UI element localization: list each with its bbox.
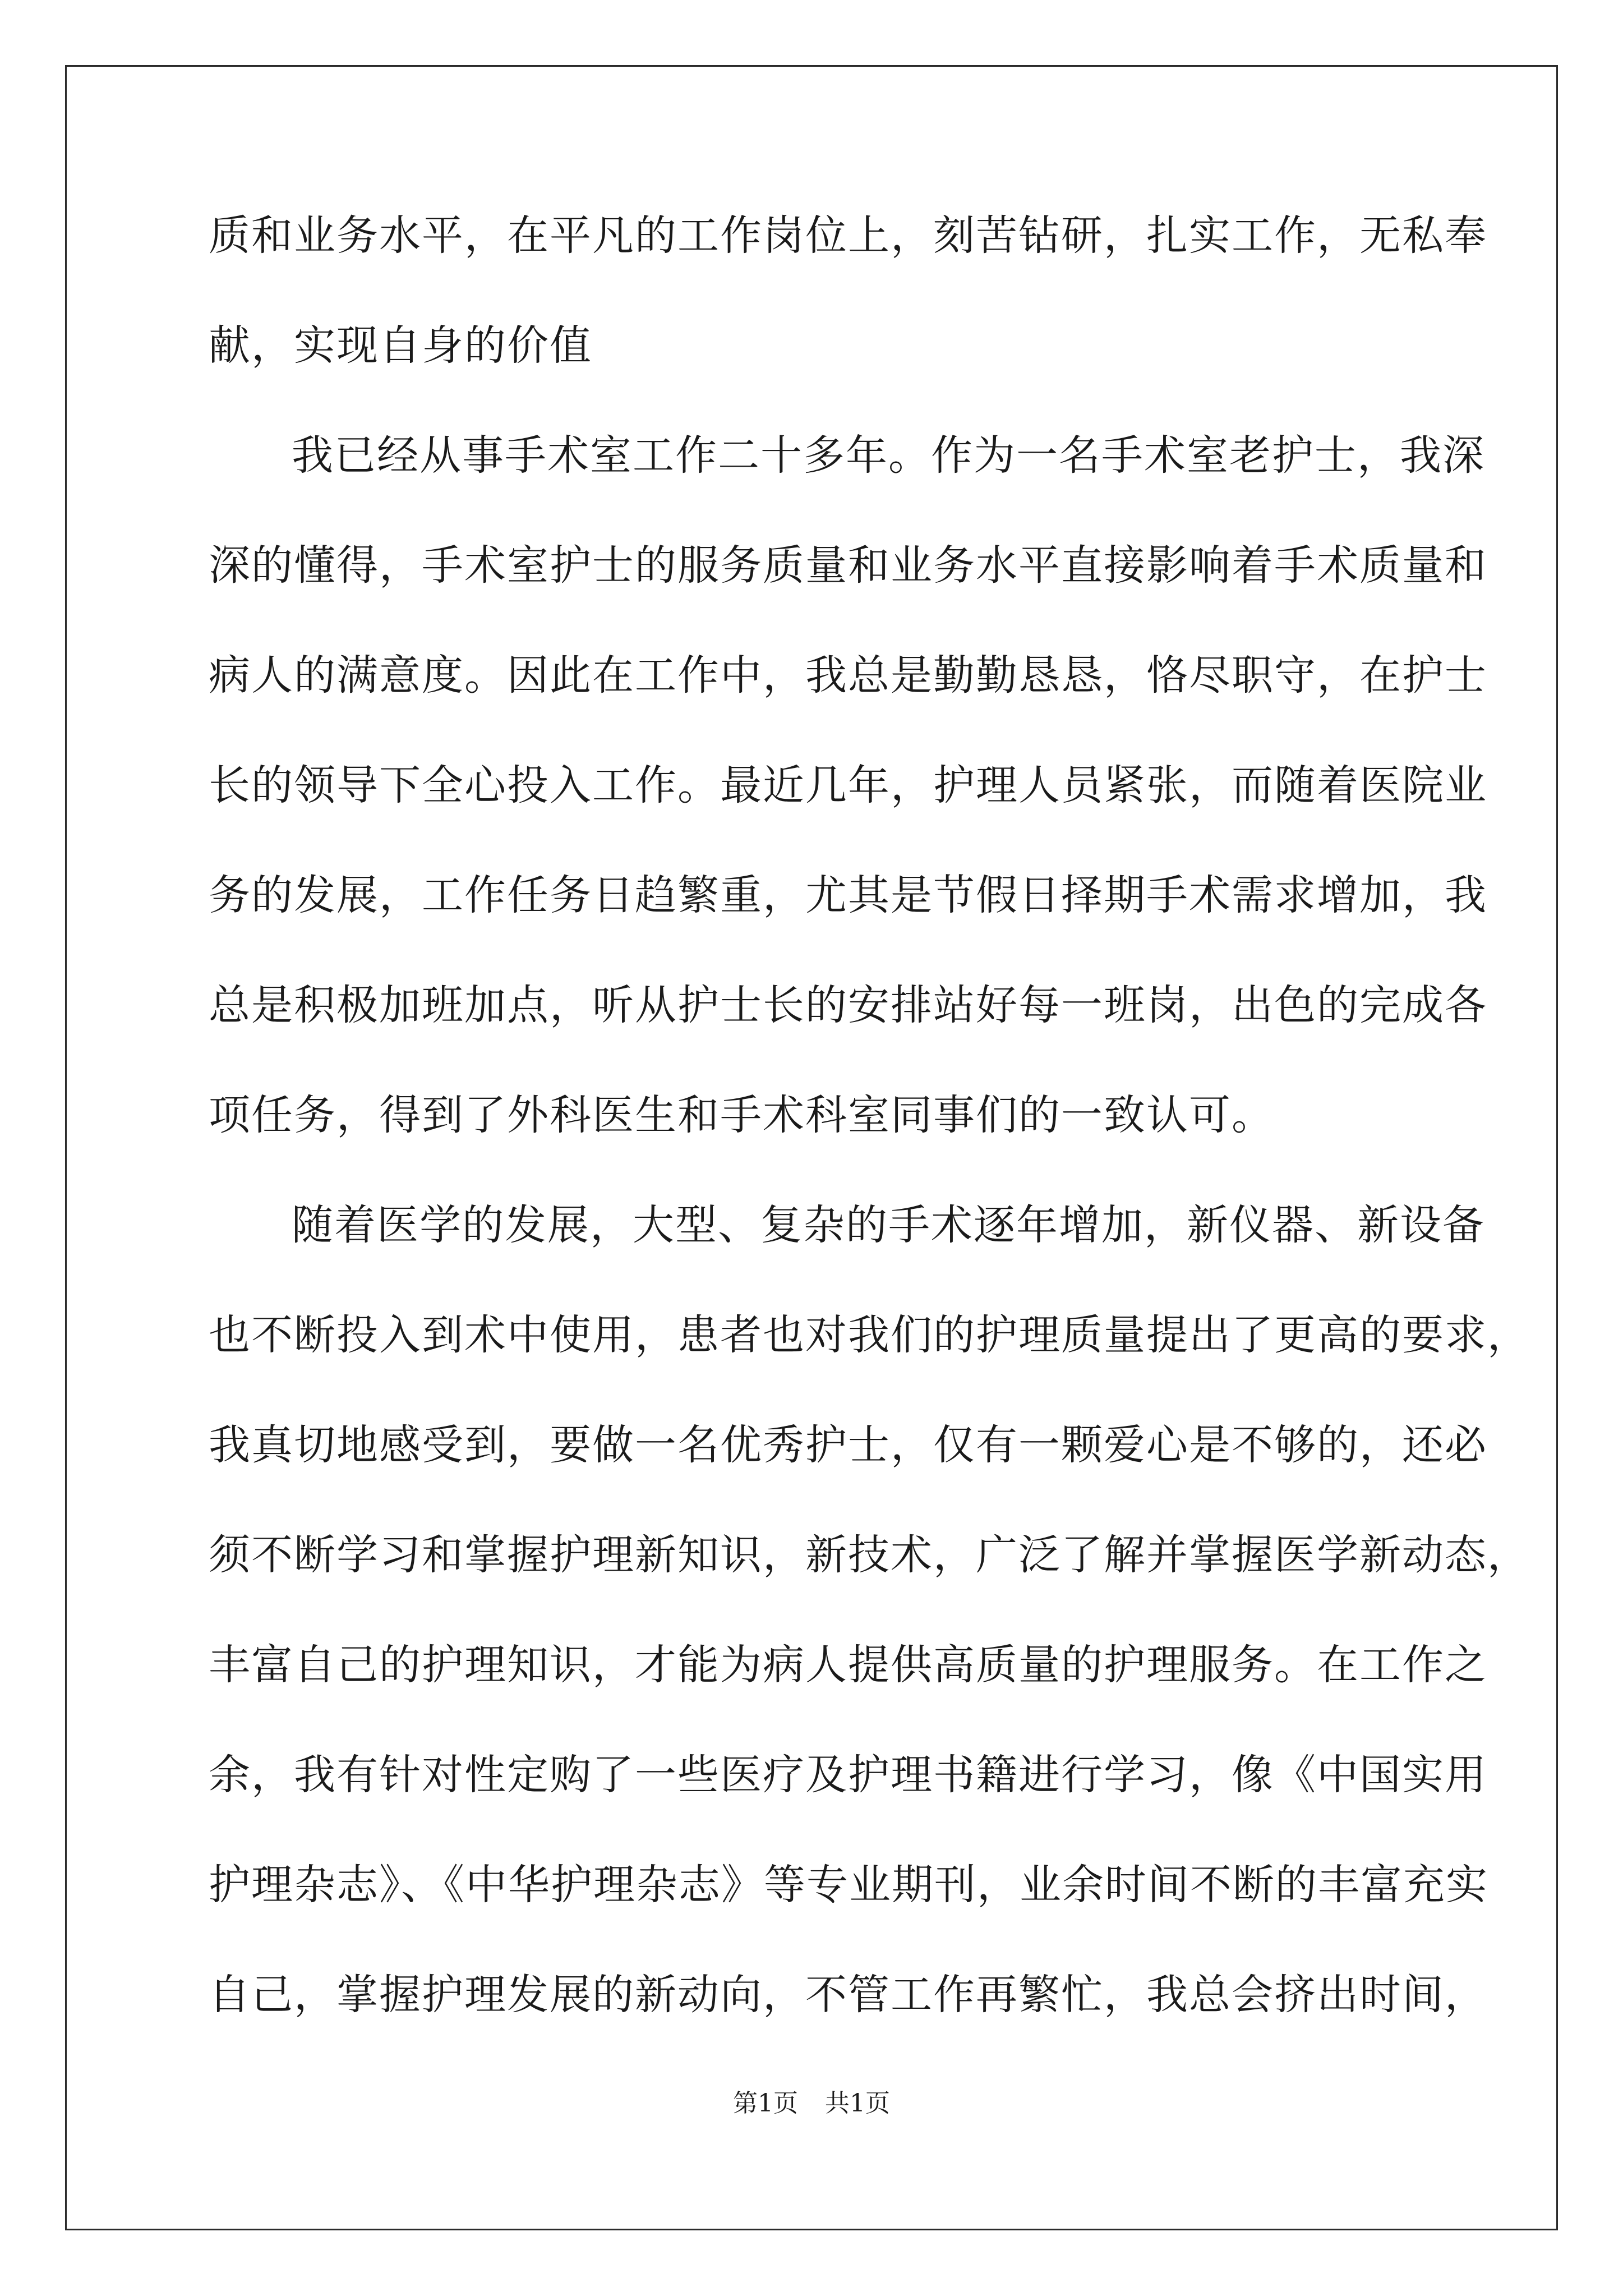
body-line-12: 我真切地感受到，要做一名优秀护士，仅有一颗爱心是不够的，还必 (209, 1421, 1487, 1469)
body-line-8: 总是积极加班加点，听从护士长的安排站好每一班岗，出色的完成各 (209, 981, 1487, 1029)
body-line-11: 也不断投入到术中使用，患者也对我们的护理质量提出了更高的要求， (209, 1311, 1530, 1359)
body-line-2: 献，实现自身的价值 (209, 321, 592, 370)
body-line-14: 丰富自己的护理知识，才能为病人提供高质量的护理服务。在工作之 (209, 1641, 1487, 1689)
body-line-15: 余，我有针对性定购了一些医疗及护理书籍进行学习，像《中国实用 (209, 1751, 1487, 1799)
body-line-17: 自己，掌握护理发展的新动向，不管工作再繁忙，我总会挤出时间， (209, 1971, 1487, 2019)
page-number-total: 共1页 (825, 2089, 890, 2118)
body-line-4: 深的懂得，手术室护士的服务质量和业务水平直接影响着手术质量和 (209, 541, 1487, 590)
body-line-13: 须不断学习和掌握护理新知识，新技术，广泛了解并掌握医学新动态， (209, 1531, 1530, 1579)
page-number-current: 第1页 (733, 2089, 798, 2118)
body-line-1: 质和业务水平，在平凡的工作岗位上，刻苦钻研，扎实工作，无私奉 (209, 211, 1487, 260)
body-line-9: 项任务，得到了外科医生和手术科室同事们的一致认可。 (209, 1091, 1274, 1139)
body-line-16: 护理杂志》、《中华护理杂志》等专业期刊，业余时间不断的丰富充实 (209, 1861, 1488, 1909)
page-footer (0, 2087, 1623, 2120)
body-line-3: 我已经从事手术室工作二十多年。作为一名手术室老护士，我深 (292, 431, 1485, 480)
body-line-5: 病人的满意度。因此在工作中，我总是勤勤恳恳，恪尽职守，在护士 (209, 651, 1487, 700)
body-line-10: 随着医学的发展，大型、复杂的手术逐年增加，新仪器、新设备 (292, 1201, 1485, 1249)
body-line-7: 务的发展，工作任务日趋繁重，尤其是节假日择期手术需求增加，我 (209, 871, 1487, 919)
body-line-6: 长的领导下全心投入工作。最近几年，护理人员紧张，而随着医院业 (209, 761, 1487, 809)
